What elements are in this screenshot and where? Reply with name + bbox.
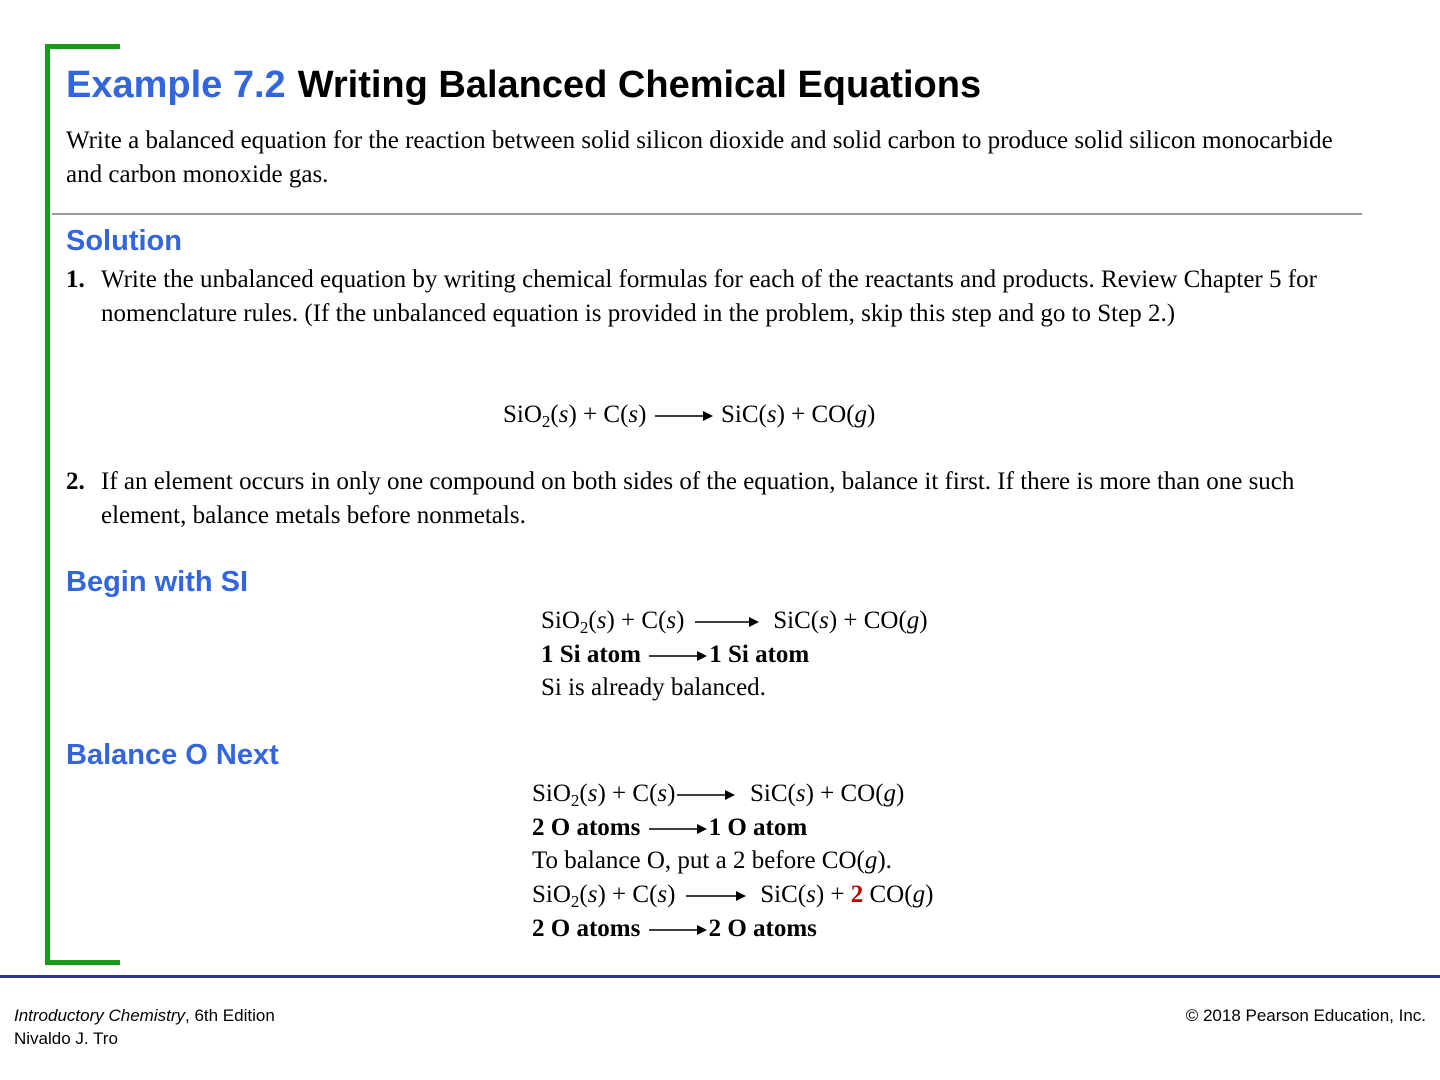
step-1-number: 1. xyxy=(66,266,85,293)
o-count-left: 2 O atoms xyxy=(532,814,641,841)
example-title xyxy=(66,64,981,107)
problem-statement: Write a balanced equation for the reaction between solid silicon dioxide and solid carbon to produce solid silicon monocarbide and carbon monoxide gas. xyxy=(66,127,1333,188)
footer-line xyxy=(0,975,1440,978)
solution-heading: Solution xyxy=(66,225,182,257)
begin-si-heading: Begin with SI xyxy=(66,566,249,598)
o-atom-count xyxy=(532,811,807,844)
si-count-left: 1 Si atom xyxy=(541,641,641,668)
step-1 xyxy=(66,263,1356,331)
balance-o-heading: Balance O Next xyxy=(66,739,279,771)
o-equation: SiO$_2$(s) + C(s) SiC(s) + CO(g) xyxy=(532,780,905,810)
book-author: Nivaldo J. Tro xyxy=(14,1029,118,1048)
o-count2-right: 2 O atoms xyxy=(708,915,817,942)
arrow-icon xyxy=(647,923,709,937)
book-edition: , 6th Edition xyxy=(185,1006,275,1025)
o-balanced-equation: SiO$_2$(s) + C(s) SiC(s) + 2 CO(g) xyxy=(532,881,934,911)
si-atom-count xyxy=(541,638,809,671)
step-2-text: If an element occurs in only one compound on both sides of the equation, balance it first. If there is more than one such element, balance metals before nonmetals. xyxy=(101,468,1295,529)
footer-book-info xyxy=(14,1004,275,1050)
book-title: Introductory Chemistry xyxy=(14,1006,185,1025)
arrow-icon xyxy=(647,822,709,836)
arrow-icon xyxy=(647,649,709,663)
bracket-bottom xyxy=(45,960,120,965)
o-note: To balance O, put a 2 before CO(g). xyxy=(532,847,892,874)
example-number: Example 7.2 xyxy=(66,64,286,106)
o-atom-count-balanced xyxy=(532,912,817,945)
si-equation: SiO$_2$(s) + C(s) SiC(s) + CO(g) xyxy=(541,607,928,637)
step-1-text: Write the unbalanced equation by writing chemical formulas for each of the reactants and products. Review Chapter 5 for nomenclature rules. (If the unbalanced equation is provided in the problem, skip this step and go to Step 2.) xyxy=(101,266,1317,327)
divider xyxy=(52,213,1362,215)
arrow-icon xyxy=(691,615,761,629)
o-count2-left: 2 O atoms xyxy=(532,915,641,942)
arrow-icon xyxy=(682,889,748,903)
arrow-icon xyxy=(675,788,737,802)
si-note: Si is already balanced. xyxy=(541,674,766,701)
si-count-right: 1 Si atom xyxy=(709,641,810,668)
step-2 xyxy=(66,465,1356,533)
equation-unbalanced: SiO$_2$(s) + C(s) SiC(s) + CO(g) xyxy=(503,401,876,431)
coefficient-highlight: 2 xyxy=(850,881,864,908)
footer-copyright: © 2018 Pearson Education, Inc. xyxy=(1185,1006,1426,1025)
example-name: Writing Balanced Chemical Equations xyxy=(297,64,982,106)
bracket-top xyxy=(45,44,120,49)
arrow-icon xyxy=(653,409,715,423)
left-bracket xyxy=(45,44,50,965)
o-count-right: 1 O atom xyxy=(708,814,808,841)
step-2-number: 2. xyxy=(66,468,85,495)
